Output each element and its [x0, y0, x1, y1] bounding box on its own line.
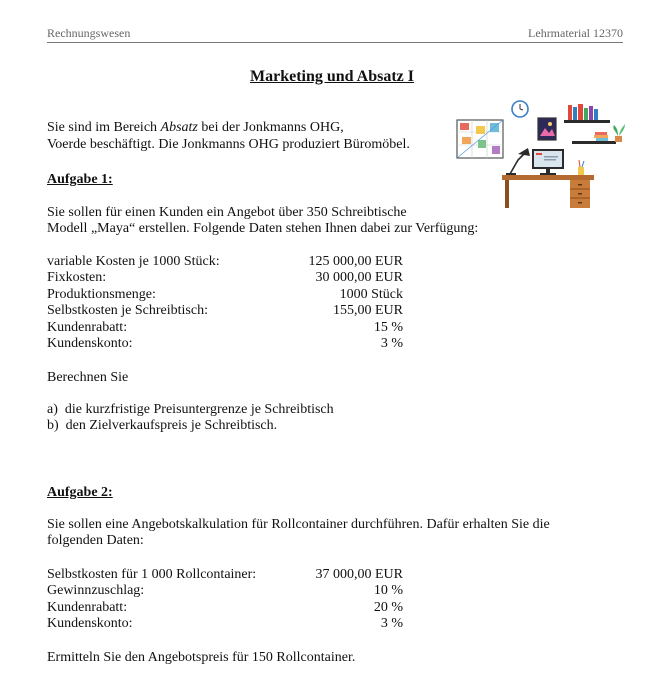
row-value: 3 %: [380, 336, 403, 351]
task2-instruction: Ermitteln Sie den Angebotspreis für 150 Rollcontainer.: [47, 650, 356, 665]
header-subject: Rechnungswesen: [47, 26, 131, 40]
table-row: [47, 287, 403, 303]
table-row: [47, 616, 403, 632]
task2-description-2: folgenden Daten:: [47, 533, 144, 548]
table-row: [47, 600, 403, 616]
row-value: 155,00 EUR: [333, 303, 403, 318]
table-row: [47, 270, 403, 286]
task1-heading: Aufgabe 1:: [47, 172, 113, 187]
row-label: Produktionsmenge:: [47, 287, 156, 302]
header-material-number: Lehrmaterial 12370: [528, 26, 623, 40]
row-value: 30 000,00 EUR: [315, 270, 403, 285]
intro-emphasis: Absatz: [160, 120, 198, 135]
table-row: [47, 320, 403, 336]
office-desk-illustration: [452, 96, 634, 212]
pencil-cup-icon: [578, 160, 584, 175]
row-label: Fixkosten:: [47, 270, 107, 285]
desk-icon: [502, 175, 594, 208]
table-row: [47, 567, 403, 583]
potted-plant-icon: [613, 124, 625, 142]
row-label: Selbstkosten je Schreibtisch:: [47, 303, 208, 318]
row-value: 3 %: [380, 616, 403, 631]
task2-description-1: Sie sollen eine Angebotskalkulation für Rollcontainer durchführen. Dafür erhalten Sie die: [47, 517, 550, 532]
row-label: Selbstkosten für 1 000 Rollcontainer:: [47, 567, 257, 582]
page-header: [47, 26, 623, 43]
page-title: Marketing und Absatz I: [249, 68, 415, 85]
task1-instruction: Berechnen Sie: [47, 370, 129, 385]
row-label: Kundenskonto:: [47, 616, 133, 631]
wall-clock-icon: [512, 101, 528, 117]
row-label: Kundenrabatt:: [47, 320, 128, 335]
computer-monitor-icon: [532, 149, 564, 175]
table-row: [47, 583, 403, 599]
framed-picture-icon: [538, 118, 556, 140]
task1-subtask-a: a) die kurzfristige Preisuntergrenze je Schreibtisch: [47, 402, 334, 417]
task1-description-2: Modell „Maya“ erstellen. Folgende Daten stehen Ihnen dabei zur Verfügung:: [47, 221, 479, 236]
task1-description-1: Sie sollen für einen Kunden ein Angebot über 350 Schreibtische: [47, 205, 407, 220]
table-row: [47, 254, 403, 270]
row-value: 37 000,00 EUR: [315, 567, 403, 582]
row-label: Gewinnzuschlag:: [47, 583, 145, 598]
intro-line-1: Sie sind im Bereich Absatz bei der Jonkmanns OHG,: [47, 120, 344, 135]
table-row: [47, 336, 403, 352]
row-value: 15 %: [373, 320, 403, 335]
row-value: 125 000,00 EUR: [308, 254, 403, 269]
row-label: Kundenrabatt:: [47, 600, 128, 615]
task2-heading: Aufgabe 2:: [47, 485, 113, 500]
row-value: 1000 Stück: [339, 287, 403, 302]
intro-line-2: Voerde beschäftigt. Die Jonkmanns OHG produziert Büromöbel.: [47, 137, 410, 152]
row-value: 10 %: [373, 583, 403, 598]
pinboard-icon: [457, 120, 503, 158]
row-label: Kundenskonto:: [47, 336, 133, 351]
row-value: 20 %: [373, 600, 403, 615]
row-label: variable Kosten je 1000 Stück:: [47, 254, 220, 269]
table-row: [47, 303, 403, 319]
task1-subtask-b: b) den Zielverkaufspreis je Schreibtisch.: [47, 418, 278, 433]
bookshelf-icon: [564, 104, 616, 144]
desk-lamp-icon: [506, 148, 530, 176]
